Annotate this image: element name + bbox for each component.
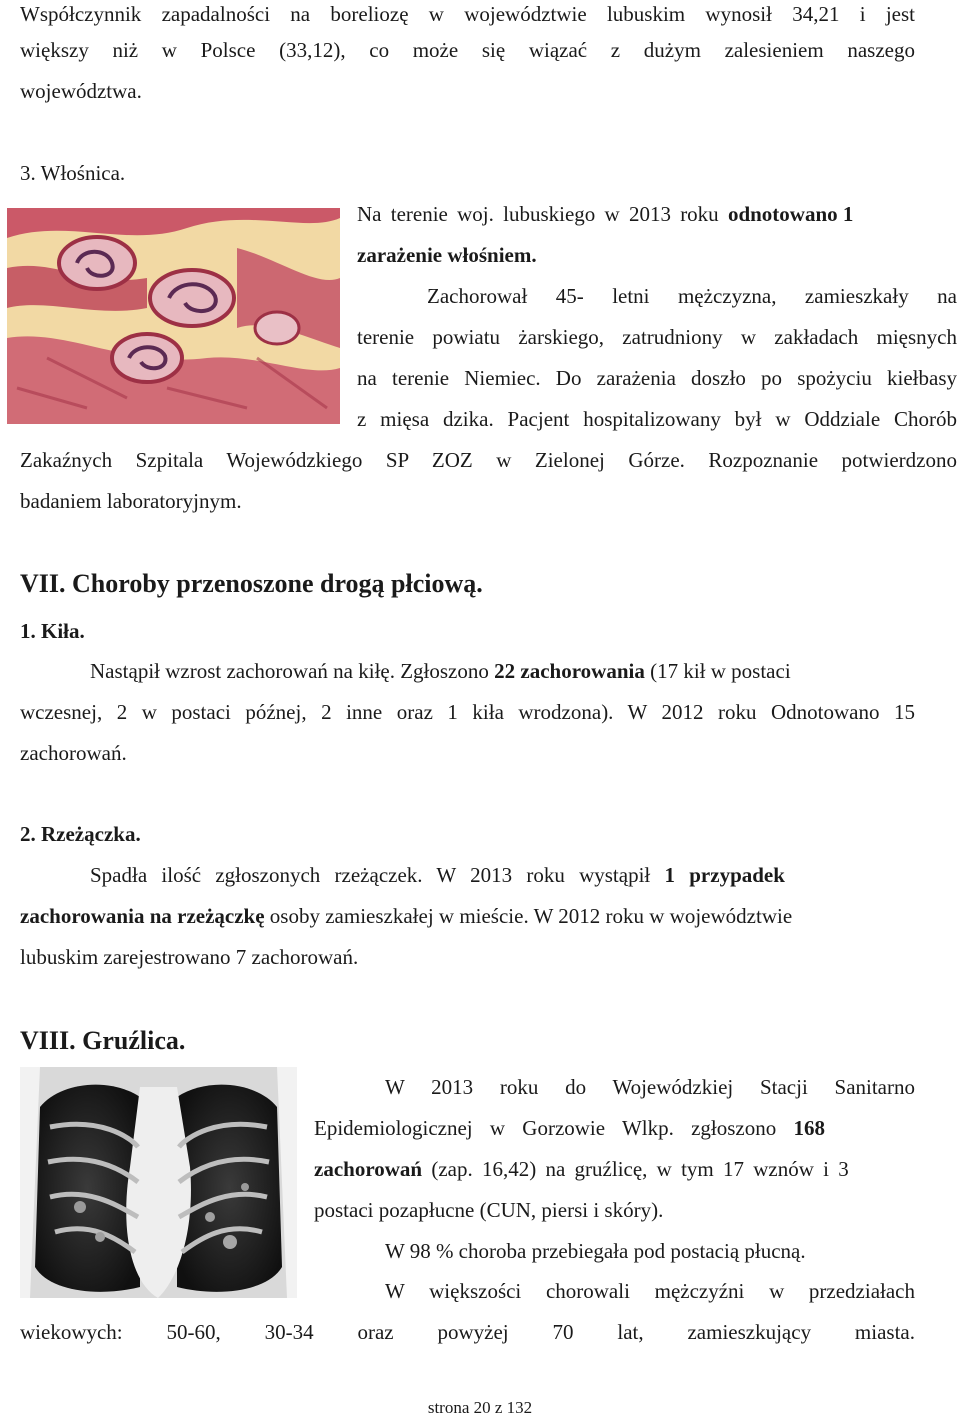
- gruzlica-line-3-b: (zap. 16,42) na gruźlicę, w tym 17 wznów i 3: [422, 1157, 849, 1181]
- wlosnica-line-6: z mięsa dzika. Pacjent hospitalizowany był w Oddziale Chorób: [357, 407, 957, 431]
- trichinella-histology-image: [7, 208, 340, 424]
- rzezaczka-line-3: lubuskim zarejestrowano 7 zachorowań.: [20, 945, 359, 969]
- gruzlica-line-3: [314, 1155, 849, 1183]
- kila-line-1: [90, 657, 915, 685]
- gruzlica-line-2-a: Epidemiologicznej w Gorzowie Wlkp. zgłoszono: [314, 1116, 794, 1140]
- borelioza-line-3: województwa.: [20, 79, 142, 103]
- borelioza-line-1: Współczynnik zapadalności na boreliozę w województwie lubuskim wynosił 34,21 i jest: [20, 2, 915, 26]
- rzezaczka-line-2: [20, 902, 792, 930]
- gruzlica-line-7: wiekowych: 50-60, 30-34 oraz powyżej 70 lat, zamieszkujący miasta.: [20, 1320, 915, 1344]
- rzezaczka-line-1: [90, 861, 785, 889]
- rzezaczka-line-1-a: Spadła ilość zgłoszonych rzeżączek. W 2013 roku wystąpił: [90, 863, 665, 887]
- wlosnica-line-5: na terenie Niemiec. Do zarażenia doszło po spożyciu kiełbasy: [357, 366, 957, 390]
- kila-line-2: wczesnej, 2 w postaci późnej, 2 inne oraz 1 kiła wrodzona). W 2012 roku Odnotowano 15: [20, 700, 915, 724]
- kila-line-1-a: Nastąpił wzrost zachorowań na kiłę. Zgłoszono: [90, 659, 495, 683]
- gruzlica-line-6: W większości chorowali mężczyźni w przedziałach: [385, 1279, 915, 1303]
- wlosnica-heading: 3. Włośnica.: [20, 161, 126, 185]
- kila-line-1-c: (17 kił w postaci: [644, 659, 791, 683]
- gruzlica-line-4: postaci pozapłucne (CUN, piersi i skóry).: [314, 1198, 664, 1222]
- kila-heading: 1. Kiła.: [20, 619, 85, 643]
- rzezaczka-line-2-bold: zachorowania na rzeżączkę: [20, 904, 265, 928]
- rzezaczka-line-2-b: osoby zamieszkałej w mieście. W 2012 roku w województwie: [264, 904, 793, 928]
- wlosnica-line-1: [357, 200, 853, 228]
- rzezaczka-line-1-bold: 1 przypadek: [664, 863, 785, 887]
- section-7-heading: VII. Choroby przenoszone drogą płciową.: [20, 569, 483, 598]
- wlosnica-line-2: zarażenie włośniem.: [357, 243, 537, 267]
- gruzlica-line-2-bold: 168: [793, 1116, 826, 1140]
- wlosnica-line-1-text: Na terenie woj. lubuskiego w 2013 roku: [357, 202, 728, 226]
- gruzlica-line-1: W 2013 roku do Wojewódzkiej Stacji Sanitarno: [385, 1075, 915, 1099]
- kila-line-3: zachorowań.: [20, 741, 127, 765]
- section-8-heading: VIII. Gruźlica.: [20, 1026, 186, 1055]
- wlosnica-line-8: badaniem laboratoryjnym.: [20, 489, 242, 513]
- wlosnica-line-1-bold: odnotowano 1: [727, 202, 854, 226]
- kila-line-1-bold: 22 zachorowania: [494, 659, 645, 683]
- rzezaczka-heading: 2. Rzeżączka.: [20, 822, 141, 846]
- page-number-footer: strona 20 z 132: [427, 1398, 533, 1417]
- wlosnica-line-7: Zakaźnych Szpitala Wojewódzkiego SP ZOZ w Zielonej Górze. Rozpoznanie potwierdzono: [20, 448, 957, 472]
- gruzlica-line-5: W 98 % choroba przebiegała pod postacią płucną.: [385, 1239, 806, 1263]
- gruzlica-line-2: [314, 1114, 915, 1142]
- borelioza-line-2: większy niż w Polsce (33,12), co może się wiązać z dużym zalesieniem naszego: [20, 38, 915, 62]
- chest-xray-image: [20, 1067, 297, 1298]
- gruzlica-line-3-bold: zachorowań: [314, 1157, 423, 1181]
- wlosnica-line-3: Zachorował 45- letni mężczyzna, zamieszkały na: [427, 284, 957, 308]
- wlosnica-line-4: terenie powiatu żarskiego, zatrudniony w zakładach mięsnych: [357, 325, 957, 349]
